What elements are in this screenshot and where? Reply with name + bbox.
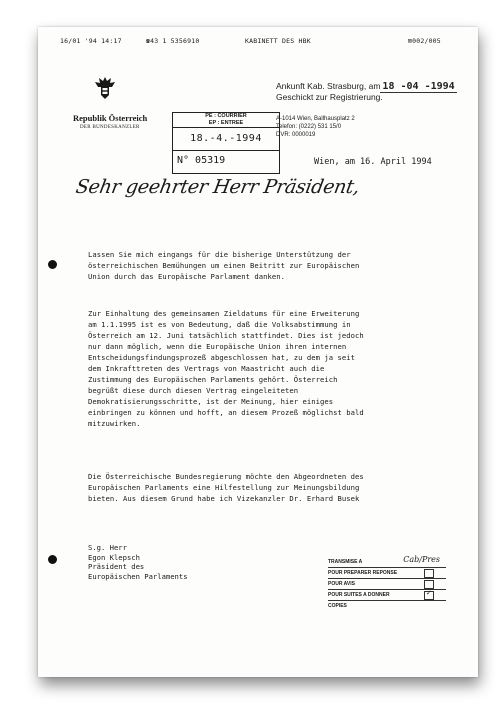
- entry-stamp: [172, 112, 280, 174]
- arrival-note: [276, 81, 457, 103]
- address-dvr: DVR: 0000019: [276, 132, 316, 138]
- stamp-date: 18.-4.-1994: [173, 128, 279, 151]
- body-paragraph: Lassen Sie mich eingangs für die bisherige Unterstützung der österreichischen Bemühungen um einen Beitritt zur Europäischen Union durch das Europäische Parlament danken.: [88, 250, 360, 281]
- fax-number: ☎43 1 5356910: [146, 37, 200, 45]
- arrival-note-line2: Geschickt zur Registrierung.: [276, 92, 383, 102]
- body-paragraph: Die Österreichische Bundesregierung möchte den Abgeordneten des Europäischen Parlaments eine Hilfestellung zur Meinungsbildung bieten. Aus diesem Grund habe ich Vizekanzler Dr. Erhard Busek: [88, 472, 364, 503]
- routing-title-row: [328, 557, 446, 568]
- routing-stamp: [328, 557, 446, 611]
- stamp-courrier: PE : COURRIER: [205, 113, 247, 119]
- punch-hole: [48, 555, 57, 564]
- routing-row: [328, 601, 446, 611]
- handwritten-salutation: Sehr geehrter Herr Präsident,: [74, 176, 362, 198]
- routing-row-label: POUR AVIS: [328, 581, 355, 587]
- eagle-crest-icon: [94, 75, 116, 101]
- address-phone: Telefon: (0222) 531 15/0: [276, 124, 342, 130]
- fax-sender: KABINETT DES HBK: [245, 37, 311, 45]
- stamp-number: N° 05319: [177, 155, 226, 166]
- routing-row: [328, 590, 446, 601]
- address-street: A-1014 Wien, Ballhausplatz 2: [276, 116, 355, 122]
- stamp-entree: EP : ENTREE: [208, 120, 244, 126]
- fax-page-number: ⊠002/005: [408, 37, 441, 45]
- routing-checkbox: [424, 569, 434, 578]
- routing-title: TRANSMISE A: [328, 559, 363, 565]
- arrival-note-prefix: Ankunft Kab. Strasburg, am: [276, 81, 381, 91]
- letterhead-office: DER BUNDESKANZLER: [80, 125, 140, 130]
- routing-checkbox: [424, 591, 434, 600]
- arrival-date-handwritten: 18 -04 -1994: [382, 81, 455, 92]
- sender-address: [276, 115, 355, 139]
- body-paragraph: Zur Einhaltung des gemeinsamen Zieldatums für eine Erweiterung am 1.1.1995 ist es von Bedeutung, daß die Volksabstimmung in Österreich am 12. Juni tatsächlich stattfindet. Dies ist jedoch nur dann möglich, wenn die Europäische Union ihren internen Entscheidungsfindungsprozeß abgeschlossen hat, zu dem ja seit dem Inkrafttreten des Vertrags von Maastricht auch die Zustimmung des Europäischen Parlaments gehört. Österreich begrüßt diese durch diesen Vertrag eingeleiteten Demokratisierungsschritte, ist der Meinung, hier einiges einbringen zu können und hofft, an diesem Prozeß möglichst bald mitzuwirken.: [88, 309, 364, 428]
- routing-check-mark: ✓: [426, 590, 432, 597]
- recipient-address: S.g. Herr Egon Klepsch Präsident des Europäischen Parlaments: [88, 543, 188, 581]
- document-page: [38, 27, 478, 677]
- letter-date: Wien, am 16. April 1994: [314, 157, 432, 167]
- fax-date-time: 16/01 '94 14:17: [60, 37, 122, 45]
- routing-row: [328, 568, 446, 579]
- routing-handwritten-recipient: Cab/Pres: [403, 555, 440, 564]
- routing-row-label: POUR PREPARER REPONSE: [328, 570, 398, 576]
- routing-row-label: COPIES: [328, 603, 347, 609]
- punch-hole: [48, 260, 57, 269]
- routing-checkbox: [424, 580, 434, 589]
- letterhead-name: Republik Österreich: [73, 113, 148, 123]
- routing-row-label: POUR SUITES A DONNER: [328, 592, 390, 598]
